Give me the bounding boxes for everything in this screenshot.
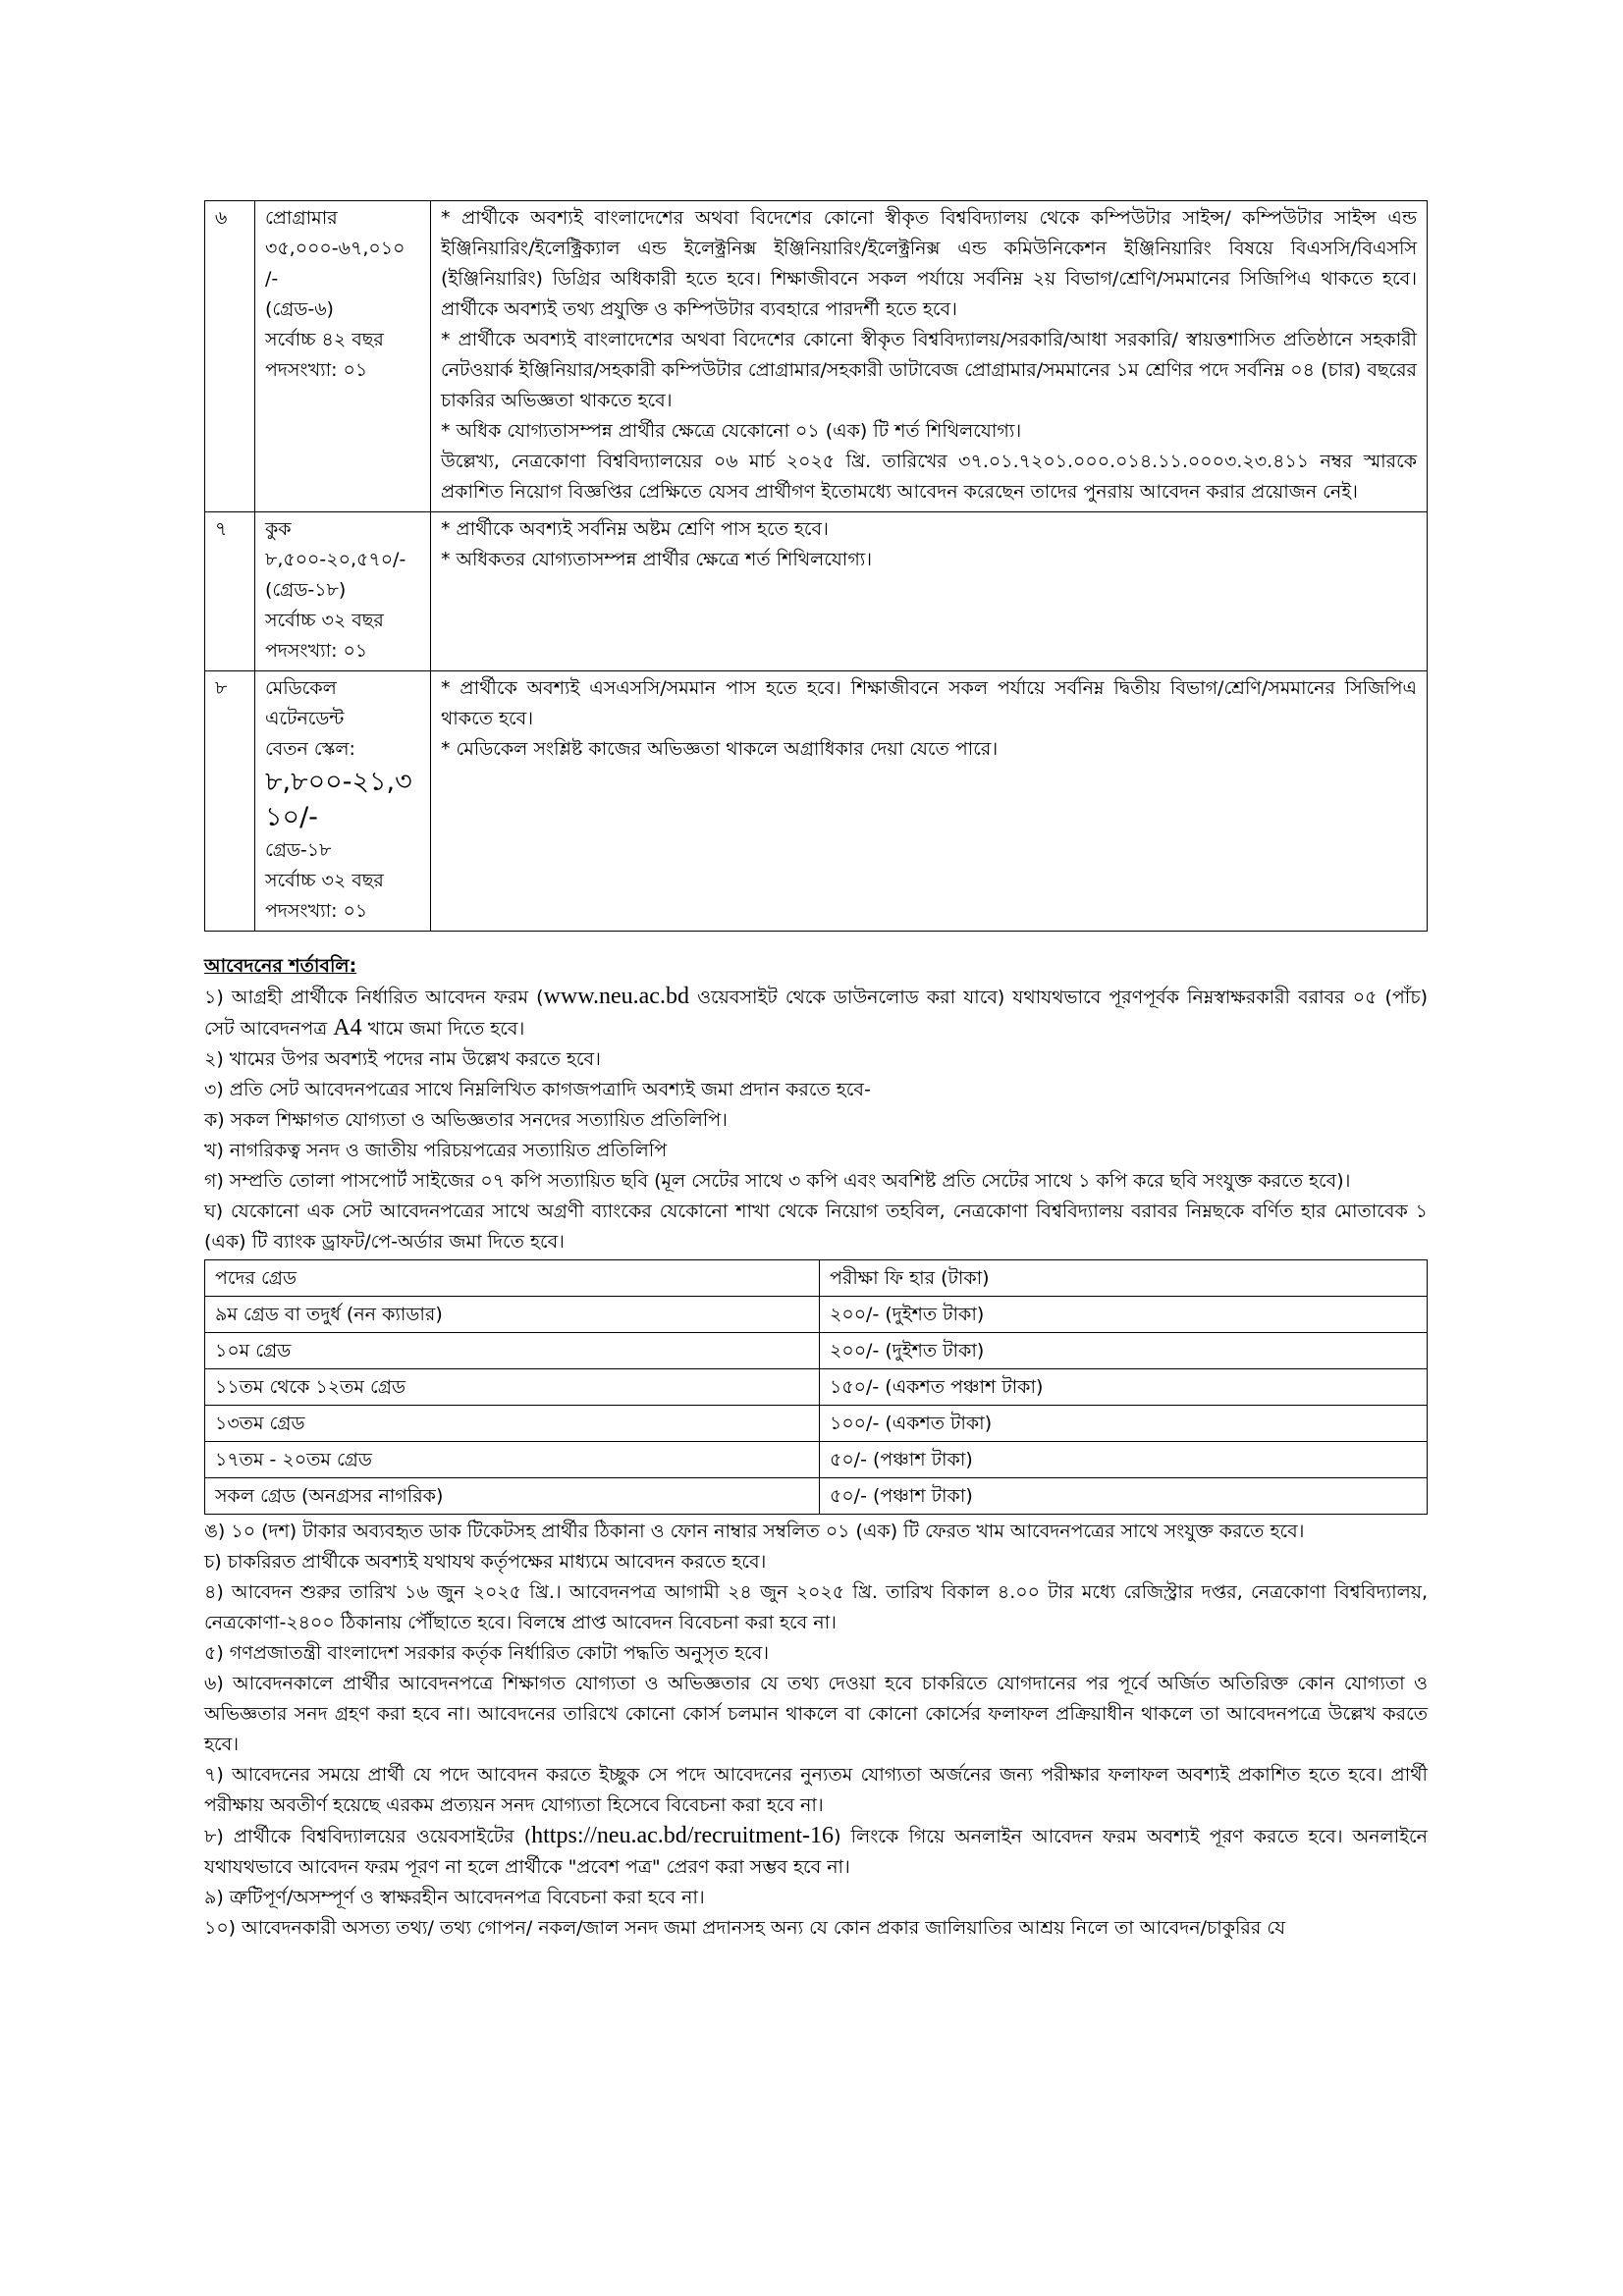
table-row xyxy=(205,1297,1428,1333)
condition-1: ১) আগ্রহী প্রার্থীকে নির্ধারিত আবেদন ফরম (www.neu.ac.bd ওয়েবসাইট থেকে ডাউনলোড করা যাবে) যথাযথভাবে পূরণপূর্বক নিম্নস্বাক্ষরকারী বরাবর ০৫ (পাঁচ) সেট আবেদনপত্র A4 খামে জমা দিতে হবে। xyxy=(204,984,1428,1041)
salary-scale-suffix: /- xyxy=(265,268,279,290)
requirement-item: * প্রার্থীকে অবশ্যই সর্বনিম্ন অষ্টম শ্রেণি পাস হতে হবে। xyxy=(441,518,829,540)
condition-3-ka: ক) সকল শিক্ষাগত যোগ্যতা ও অভিজ্ঞতার সনদের সত্যায়িত প্রতিলিপি। xyxy=(204,1109,728,1131)
post-title: কুক xyxy=(265,518,292,540)
table-row xyxy=(205,512,1428,671)
requirements xyxy=(431,671,1428,932)
fee-cell: ২০০/- (দুইশত টাকা) xyxy=(820,1333,1428,1369)
post-count: পদসংখ্যা: ০১ xyxy=(265,640,368,662)
condition-5: ৫) গণপ্রজাতন্ত্রী বাংলাদেশ সরকার কর্তৃক নির্ধারিত কোটা পদ্ধতি অনুসৃত হবে। xyxy=(204,1642,770,1664)
condition-3-kha: খ) নাগরিকত্ব সনদ ও জাতীয় পরিচয়পত্রের সত্যায়িত প্রতিলিপি xyxy=(204,1140,668,1161)
requirement-item: * প্রার্থীকে অবশ্যই বাংলাদেশের অথবা বিদেশের কোনো স্বীকৃত বিশ্ববিদ্যালয় থেকে কম্পিউটার সাইন্স/ কম্পিউটার সাইন্স এন্ড ইঞ্জিনিয়ারিং/ইলেক্ট্রিক্যাল এন্ড ইলেক্ট্রনিক্স ইঞ্জিনিয়ারিং/ইলেক্ট্রনিক্স এন্ড কমিউনিকেশন ইঞ্জিনিয়ারিং বিষয়ে বিএসসি/বিএসসি (ইঞ্জিনিয়ারিং) ডিগ্রির অধিকারী হতে হবে। শিক্ষাজীবনে সকল পর্যায়ে সর্বনিম্ন ২য় বিভাগ/শ্রেণি/সমমানের সিজিপিএ থাকতে হবে। প্রার্থীকে অবশ্যই তথ্য প্রযুক্তি ও কম্পিউটার ব্যবহারে পারদর্শী হতে হবে। xyxy=(441,207,1417,320)
salary-scale: ৩৫,০০০-৬৭,০১০ xyxy=(265,238,406,259)
condition-9: ৯) ত্রুটিপূর্ণ/অসম্পূর্ণ ও স্বাক্ষরহীন আবেদনপত্র বিবেচনা করা হবে না। xyxy=(204,1887,705,1908)
position-details xyxy=(255,671,431,932)
max-age: সর্বোচ্চ ৩২ বছর xyxy=(265,870,384,891)
requirement-item: * প্রার্থীকে অবশ্যই এসএসসি/সমমান পাস হতে হবে। শিক্ষাজীবনে সকল পর্যায়ে সর্বনিম্ন দ্বিতীয় বিভাগ/শ্রেণি/সমমানের সিজিপিএ থাকতে হবে। xyxy=(441,677,1417,729)
recruitment-link[interactable]: https://neu.ac.bd/recruitment-16 xyxy=(531,1823,835,1848)
condition-2: ২) খামের উপর অবশ্যই পদের নাম উল্লেখ করতে হবে। xyxy=(204,1048,601,1070)
condition-3-ca: চ) চাকরিরত প্রার্থীকে অবশ্যই যথাযথ কর্তৃপক্ষের মাধ্যমে আবেদন করতে হবে। xyxy=(204,1551,767,1573)
post-title: প্রোগ্রামার xyxy=(265,207,338,229)
max-age: সর্বোচ্চ ৪২ বছর xyxy=(265,329,384,350)
table-row xyxy=(205,201,1428,512)
condition-3-ga: গ) সম্প্রতি তোলা পাসপোর্ট সাইজের ০৭ কপি সত্যায়িত ছবি (মূল সেটের সাথে ৩ কপি এবং অবশিষ্ট প্রতি সেটের সাথে ১ কপি করে ছবি সংযুক্ত করতে হবে)। xyxy=(204,1170,1351,1192)
grade-column-header: পদের গ্রেড xyxy=(205,1260,820,1297)
condition-8: ৮) প্রার্থীকে বিশ্ববিদ্যালয়ের ওয়েবসাইটের (https://neu.ac.bd/recruitment-16) লিংকে গিয়ে অনলাইন আবেদন ফরম অবশ্যই পূরণ করতে হবে। অনলাইনে যথাযথভাবে আবেদন ফরম পূরণ না হলে প্রার্থীকে "প্রবেশ পত্র" প্রেরণ করা সম্ভব হবে না। xyxy=(204,1823,1428,1878)
grade: (গ্রেড-৬) xyxy=(265,298,334,320)
requirements xyxy=(431,512,1428,671)
grade-cell: সকল গ্রেড (অনগ্রসর নাগরিক) xyxy=(205,1478,820,1515)
conditions-title: আবেদনের শর্তাবলি: xyxy=(204,955,357,977)
requirement-item: * অধিক যোগ্যতাসম্পন্ন প্রার্থীর ক্ষেত্রে যেকোনো ০১ (এক) টি শর্ত শিথিলযোগ্য। xyxy=(441,420,1022,442)
condition-3: ৩) প্রতি সেট আবেদনপত্রের সাথে নিম্নলিখিত কাগজপত্রাদি অবশ্যই জমা প্রদান করতে হবে- xyxy=(204,1079,871,1100)
table-row xyxy=(205,1369,1428,1406)
salary-scale-suffix: ১০/- xyxy=(265,802,318,832)
condition-6: ৬) আবেদনকালে প্রার্থীর আবেদনপত্রে শিক্ষাগত যোগ্যতা ও অভিজ্ঞতার যে তথ্য দেওয়া হবে চাকরিতে যোগদানের পর পূর্বে অর্জিত অতিরিক্ত কোন যোগ্যতা ও অভিজ্ঞতার সনদ গ্রহণ করা হবে না। আবেদনের তারিখে কোনো কোর্স চলমান থাকলে বা কোনো কোর্সের ফলাফল প্রক্রিয়াধীন থাকলে তা আবেদনপত্রে উল্লেখ করতে হবে। xyxy=(204,1673,1428,1755)
requirement-item: * প্রার্থীকে অবশ্যই বাংলাদেশের অথবা বিদেশের কোনো স্বীকৃত বিশ্ববিদ্যালয়/সরকারি/আধা সরকারি/ স্বায়ত্তশাসিত প্রতিষ্ঠানে সহকারী নেটওয়ার্ক ইঞ্জিনিয়ার/সহকারী কম্পিউটার প্রোগ্রামার/সহকারী ডাটাবেজ প্রোগ্রামার/সমমানের ১ম শ্রেণির পদে সর্বনিম্ন ০৪ (চার) বছরের চাকরির অভিজ্ঞতা থাকতে হবে। xyxy=(441,329,1417,411)
position-details xyxy=(255,512,431,671)
position-number: ৮ xyxy=(205,671,255,932)
post-count: পদসংখ্যা: ০১ xyxy=(265,900,368,922)
condition-3-uma: ঙ) ১০ (দশ) টাকার অব্যবহৃত ডাক টিকেটসহ প্রার্থীর ঠিকানা ও ফোন নাম্বার সম্বলিত ০১ (এক) টি ফেরত খাম আবেদনপত্রের সাথে সংযুক্ত করতে হবে। xyxy=(204,1521,1305,1542)
table-row xyxy=(205,1333,1428,1369)
document-page xyxy=(204,200,1428,1944)
post-count: পদসংখ্যা: ০১ xyxy=(265,359,368,381)
salary-scale: ৮,৫০০-২০,৫৭০/- xyxy=(265,549,406,570)
requirements xyxy=(431,201,1428,512)
table-row xyxy=(205,671,1428,932)
application-conditions xyxy=(204,951,1428,1944)
grade-cell: ১১তম থেকে ১২তম গ্রেড xyxy=(205,1369,820,1406)
website-link[interactable]: www.neu.ac.bd xyxy=(543,984,689,1009)
fee-table xyxy=(204,1259,1428,1515)
grade-cell: ৯ম গ্রেড বা তদুর্ধ (নন ক্যাডার) xyxy=(205,1297,820,1333)
grade-cell: ১৭তম - ২০তম গ্রেড xyxy=(205,1442,820,1478)
requirement-item: * অধিকতর যোগ্যতাসম্পন্ন প্রার্থীর ক্ষেত্রে শর্ত শিথিলযোগ্য। xyxy=(441,549,873,570)
post-title: মেডিকেল xyxy=(265,677,337,699)
post-title-cont: এটেনডেন্ট xyxy=(265,708,345,729)
position-details xyxy=(255,201,431,512)
fee-cell: ৫০/- (পঞ্চাশ টাকা) xyxy=(820,1478,1428,1515)
position-number: ৬ xyxy=(205,201,255,512)
condition-7: ৭) আবেদনের সময়ে প্রার্থী যে পদে আবেদন করতে ইচ্ছুক সে পদে আবেদনের নুন্যতম যোগ্যতা অর্জনের জন্য পরীক্ষার ফলাফল অবশ্যই প্রকাশিত হতে হবে। প্রার্থী পরীক্ষায় অবতীর্ণ হয়েছে এরকম প্রত্যয়ন সনদ যোগ্যতা হিসেবে বিবেচনা করা হবে না। xyxy=(204,1764,1428,1816)
table-row xyxy=(205,1442,1428,1478)
condition-10: ১০) আবেদনকারী অসত্য তথ্য/ তথ্য গোপন/ নকল/জাল সনদ জমা প্রদানসহ অন্য যে কোন প্রকার জালিয়াতির আশ্রয় নিলে তা আবেদন/চাকুরির যে xyxy=(204,1917,1286,1939)
fee-cell: ১৫০/- (একশত পঞ্চাশ টাকা) xyxy=(820,1369,1428,1406)
position-number: ৭ xyxy=(205,512,255,671)
fee-cell: ২০০/- (দুইশত টাকা) xyxy=(820,1297,1428,1333)
paper-size: A4 xyxy=(333,1015,362,1041)
condition-4: ৪) আবেদন শুরুর তারিখ ১৬ জুন ২০২৫ খ্রি.। আবেদনপত্র আগামী ২৪ জুন ২০২৫ খ্রি. তারিখ বিকাল ৪.০০ টার মধ্যে রেজিস্ট্রার দপ্তর, নেত্রকোণা বিশ্ববিদ্যালয়, নেত্রকোণা-২৪০০ ঠিকানায় পৌঁছাতে হবে। বিলম্বে প্রাপ্ত আবেদন বিবেচনা করা হবে না। xyxy=(204,1581,1428,1633)
max-age: সর্বোচ্চ ৩২ বছর xyxy=(265,610,384,631)
requirement-note: উল্লেখ্য, নেত্রকোণা বিশ্ববিদ্যালয়ের ০৬ মার্চ ২০২৫ খ্রি. তারিখের ৩৭.০১.৭২০১.০০০.০১৪.১১.০০০৩.২৩.৪১১ নম্বর স্মারকে প্রকাশিত নিয়োগ বিজ্ঞপ্তির প্রেক্ষিতে যেসব প্রার্থীগণ ইতোমধ্যে আবেদন করেছেন তাদের পুনরায় আবেদন করার প্রয়োজন নেই। xyxy=(441,451,1417,503)
salary-scale: ৮,৮০০-২১,৩ xyxy=(265,767,412,797)
requirement-item: * মেডিকেল সংশ্লিষ্ট কাজের অভিজ্ঞতা থাকলে অগ্রাধিকার দেয়া যেতে পারে। xyxy=(441,738,999,760)
condition-3-gha: ঘ) যেকোনো এক সেট আবেদনপত্রের সাথে অগ্রণী ব্যাংকের যেকোনো শাখা থেকে নিয়োগ তহবিল, নেত্রকোণা বিশ্ববিদ্যালয় বরাবর নিম্নছকে বর্ণিত হার মোতাবেক ১ (এক) টি ব্যাংক ড্রাফট/পে-অর্ডার জমা দিতে হবে। xyxy=(204,1201,1428,1253)
table-header-row xyxy=(205,1260,1428,1297)
fee-column-header: পরীক্ষা ফি হার (টাকা) xyxy=(820,1260,1428,1297)
table-row xyxy=(205,1478,1428,1515)
grade: (গ্রেড-১৮) xyxy=(265,579,347,601)
grade-cell: ১০ম গ্রেড xyxy=(205,1333,820,1369)
positions-table xyxy=(204,200,1428,932)
fee-cell: ৫০/- (পঞ্চাশ টাকা) xyxy=(820,1442,1428,1478)
table-row xyxy=(205,1406,1428,1442)
fee-cell: ১০০/- (একশত টাকা) xyxy=(820,1406,1428,1442)
salary-label: বেতন স্কেল: xyxy=(265,738,355,760)
grade-cell: ১৩তম গ্রেড xyxy=(205,1406,820,1442)
grade: গ্রেড-১৮ xyxy=(265,839,332,861)
